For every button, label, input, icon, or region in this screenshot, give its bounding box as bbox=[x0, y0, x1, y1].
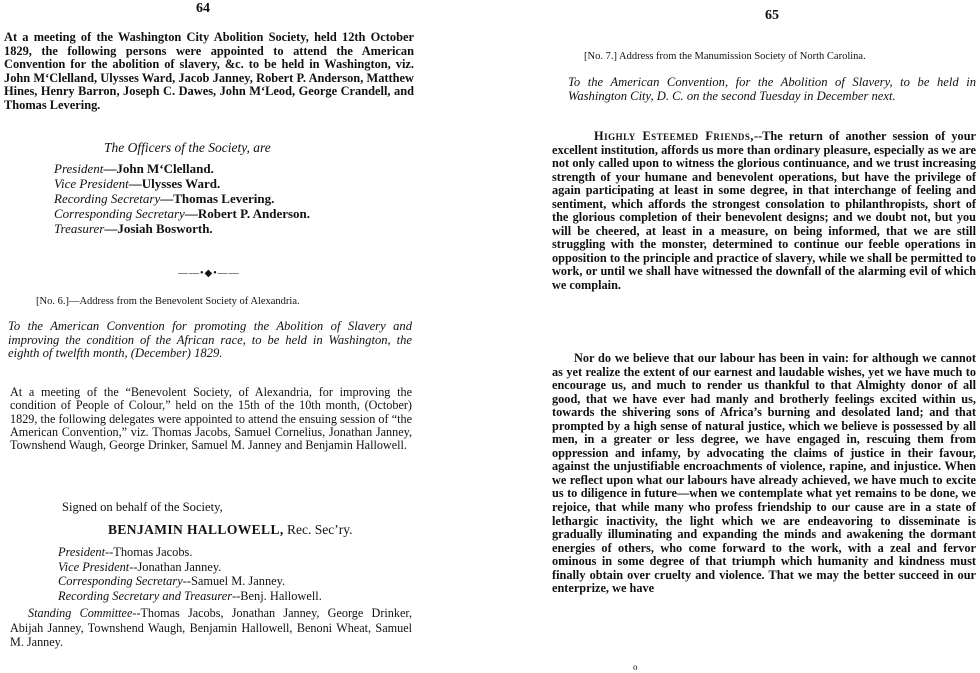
signer-line bbox=[108, 522, 352, 538]
officer-row: President--Thomas Jacobs. bbox=[58, 545, 193, 559]
labour-paragraph: Nor do we believe that our labour has been in vain: for although we cannot as yet realize the extent of our earnest and laudable wishes, yet we have much to encourage us, and much to render us thankful to that Almighty donor of all good, that we have ever had manly and brotherly feelings excited within us, towards the shivering sons of Africa’s burning and desolated land; and that prompted by a high sense of natural justice, which we believe is possessed by all men, in a greater or less degree, we have engaged in, rescuing them from oppression and infamy, by advocating the claims of justice in their favour, against the unjustifiable encroachments of violence, rapine, and injustice. When we reflect upon what our labours have already achieved, we have much to excite us to diligence in future—when we contemplate what yet remains to be done, we rejoice, that while many who profess friendship to our cause are in a state of lethargic inactivity, the light which we are endeavoring to disseminate is gradually illuminating and expanding the minds and awakening the dormant energies of others, who come forward to the work, with a zeal and fervor ominous in some degree of that triumph which humanity and kindness must finally obtain over cruelty and violence. That we may the better succeed in our enterprize, we have bbox=[552, 351, 976, 596]
greeting-paragraph: Highly Esteemed Friends,--The return of another session of your excellent institution, affords us more than ordinary pleasure, especially as we are not only called upon to witness the glorious continuance, and we trust increasing strength of your humane and benevolent operations, but have the privilege of again participating at least in some degree, in that interchange of feeling and sentiment, which affords the strongest consolation to philanthropists, short of the glorious completion of their benevolent designs; and we doubt not, but you will be cheered, at least in a measure, on being informed, that we are still struggling with the monster, determined to continue our feeble operations in opposition to the principle and practice of slavery, while we shall be permitted to work, or until we shall have witnessed the downfall of the alarming evil of which we complain. bbox=[552, 129, 976, 293]
page-number-65: 65 bbox=[765, 8, 779, 23]
standing-committee: Standing Committee--Thomas Jacobs, Jonathan Janney, George Drinker, Abijah Janney, Townshend Waugh, Benjamin Hallowell, Benoni Wheat, Samuel M. Janney. bbox=[10, 606, 412, 649]
officers-list bbox=[54, 161, 310, 236]
ornament-divider: ——•◆•—— bbox=[178, 268, 240, 279]
signature-mark: o bbox=[633, 662, 638, 672]
officer-row: President—John M‘Clelland. bbox=[54, 161, 214, 176]
no6-address-to: To the American Convention for promoting the Abolition of Slavery and improving the condition of the African race, to be held in Washington, the eighth of twelfth month, (December) 1829. bbox=[8, 319, 412, 360]
signer-title: Rec. Sec’ry. bbox=[283, 522, 353, 537]
officer-row: Treasurer—Josiah Bosworth. bbox=[54, 221, 213, 236]
no7-header: [No. 7.] Address from the Manumission Society of North Carolina. bbox=[584, 51, 866, 62]
officer-row: Vice President--Jonathan Janney. bbox=[58, 559, 222, 574]
washington-society-paragraph: At a meeting of the Washington City Abolition Society, held 12th October 1829, the following persons were appointed to attend the American Convention for the abolition of slavery, &c. to be held in Washington, viz. John M‘Clelland, Ulysses Ward, Jacob Janney, Robert P. Anderson, Matthew Hines, Henry Barron, Joseph C. Dawes, John M‘Leod, George Crandell, and Thomas Levering. bbox=[4, 30, 414, 112]
officers-heading: The Officers of the Society, are bbox=[104, 140, 271, 155]
signed-line: Signed on behalf of the Society, bbox=[62, 500, 223, 514]
alexandria-officers-list bbox=[58, 545, 322, 603]
officer-row: Recording Secretary and Treasurer--Benj. Hallowell. bbox=[58, 588, 322, 603]
greeting: Highly Esteemed Friends, bbox=[594, 129, 754, 143]
officer-row: Corresponding Secretary--Samuel M. Janney. bbox=[58, 574, 286, 588]
page-number-64: 64 bbox=[196, 1, 210, 16]
officer-row: Vice President—Ulysses Ward. bbox=[54, 176, 221, 191]
no7-address-to: To the American Convention, for the Abolition of Slavery, to be held in Washington City, D. C. on the second Tuesday in December next. bbox=[568, 75, 976, 103]
alexandria-paragraph: At a meeting of the “Benevolent Society, of Alexandria, for improving the condition of People of Colour,” held on the 15th of the 10th month, (October) 1829, the following delegates were appointed to attend the ensuing session of “the American Convention,” viz. Thomas Jacobs, Samuel Cornelius, Jonathan Janney, Townshend Waugh, George Drinker, Samuel M. Janney and Benjamin Hallowell. bbox=[10, 385, 412, 453]
no6-header: [No. 6.]—Address from the Benevolent Society of Alexandria. bbox=[36, 296, 300, 307]
officer-row: Recording Secretary—Thomas Levering. bbox=[54, 191, 275, 206]
officer-row: Corresponding Secretary—Robert P. Anderson. bbox=[54, 206, 311, 221]
signer-name: BENJAMIN HALLOWELL, bbox=[108, 522, 284, 537]
